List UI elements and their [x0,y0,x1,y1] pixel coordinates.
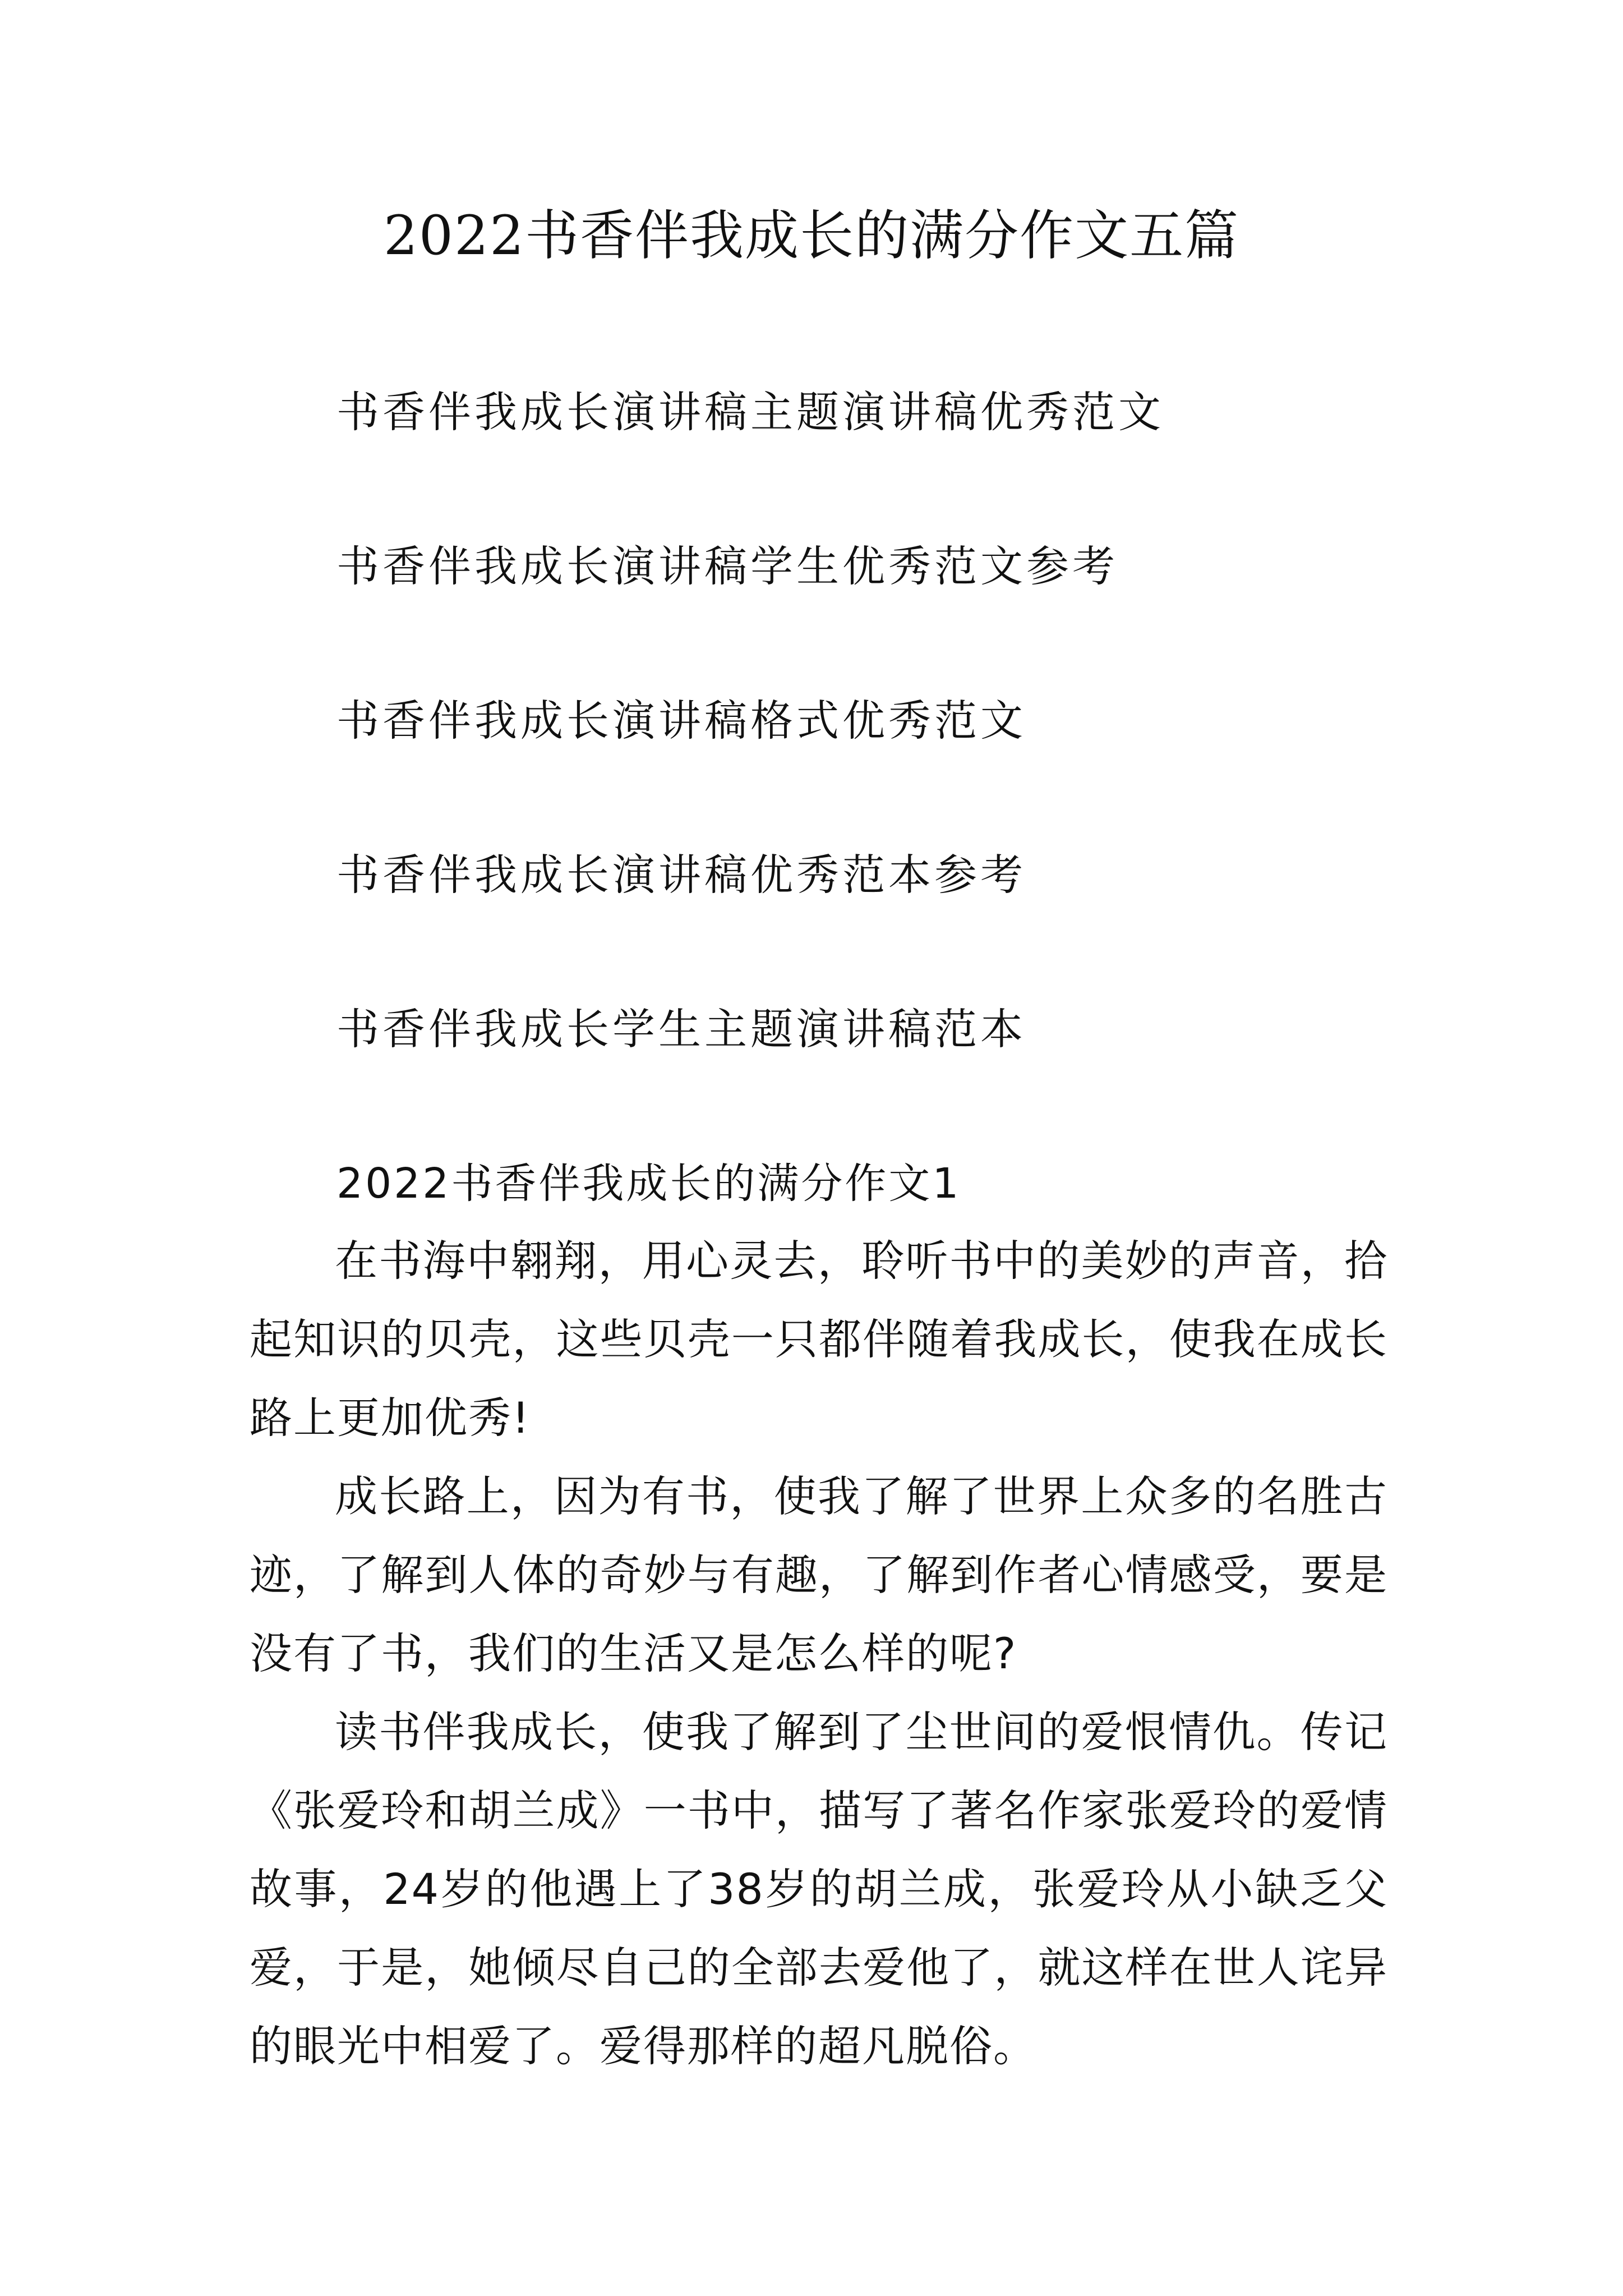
toc-item: 书香伴我成长演讲稿优秀范本参考 [336,850,1026,900]
section-heading: 2022书香伴我成长的满分作文1 [336,1159,961,1208]
body-paragraph: 读书伴我成长，使我了解到了尘世间的爱恨情仇。传记《张爱玲和胡兰成》一书中，描写了著名作家张爱玲的爱情故事，24岁的他遇上了38岁的胡兰成，张爱玲从小缺乏父爱，于是，她倾尽自己的全部去爱他了，就这样在世人诧异的眼光中相爱了。爱得那样的超凡脱俗。 [250,1707,1388,2071]
toc-item: 书香伴我成长演讲稿主题演讲稿优秀范文 [336,387,1164,437]
toc-item: 书香伴我成长演讲稿学生优秀范文参考 [336,541,1118,591]
document-title: 2022书香伴我成长的满分作文五篇 [383,204,1240,267]
toc-item: 书香伴我成长学生主题演讲稿范本 [336,1004,1026,1054]
body-paragraph: 成长路上，因为有书，使我了解了世界上众多的名胜古迹，了解到人体的奇妙与有趣，了解到作者心情感受，要是没有了书，我们的生活又是怎么样的呢? [250,1471,1388,1678]
toc-item: 书香伴我成长演讲稿格式优秀范文 [336,696,1026,746]
body-paragraph: 在书海中翱翔，用心灵去，聆听书中的美妙的声音，拾起知识的贝壳，这些贝壳一只都伴随着我成长，使我在成长路上更加优秀! [250,1236,1388,1443]
